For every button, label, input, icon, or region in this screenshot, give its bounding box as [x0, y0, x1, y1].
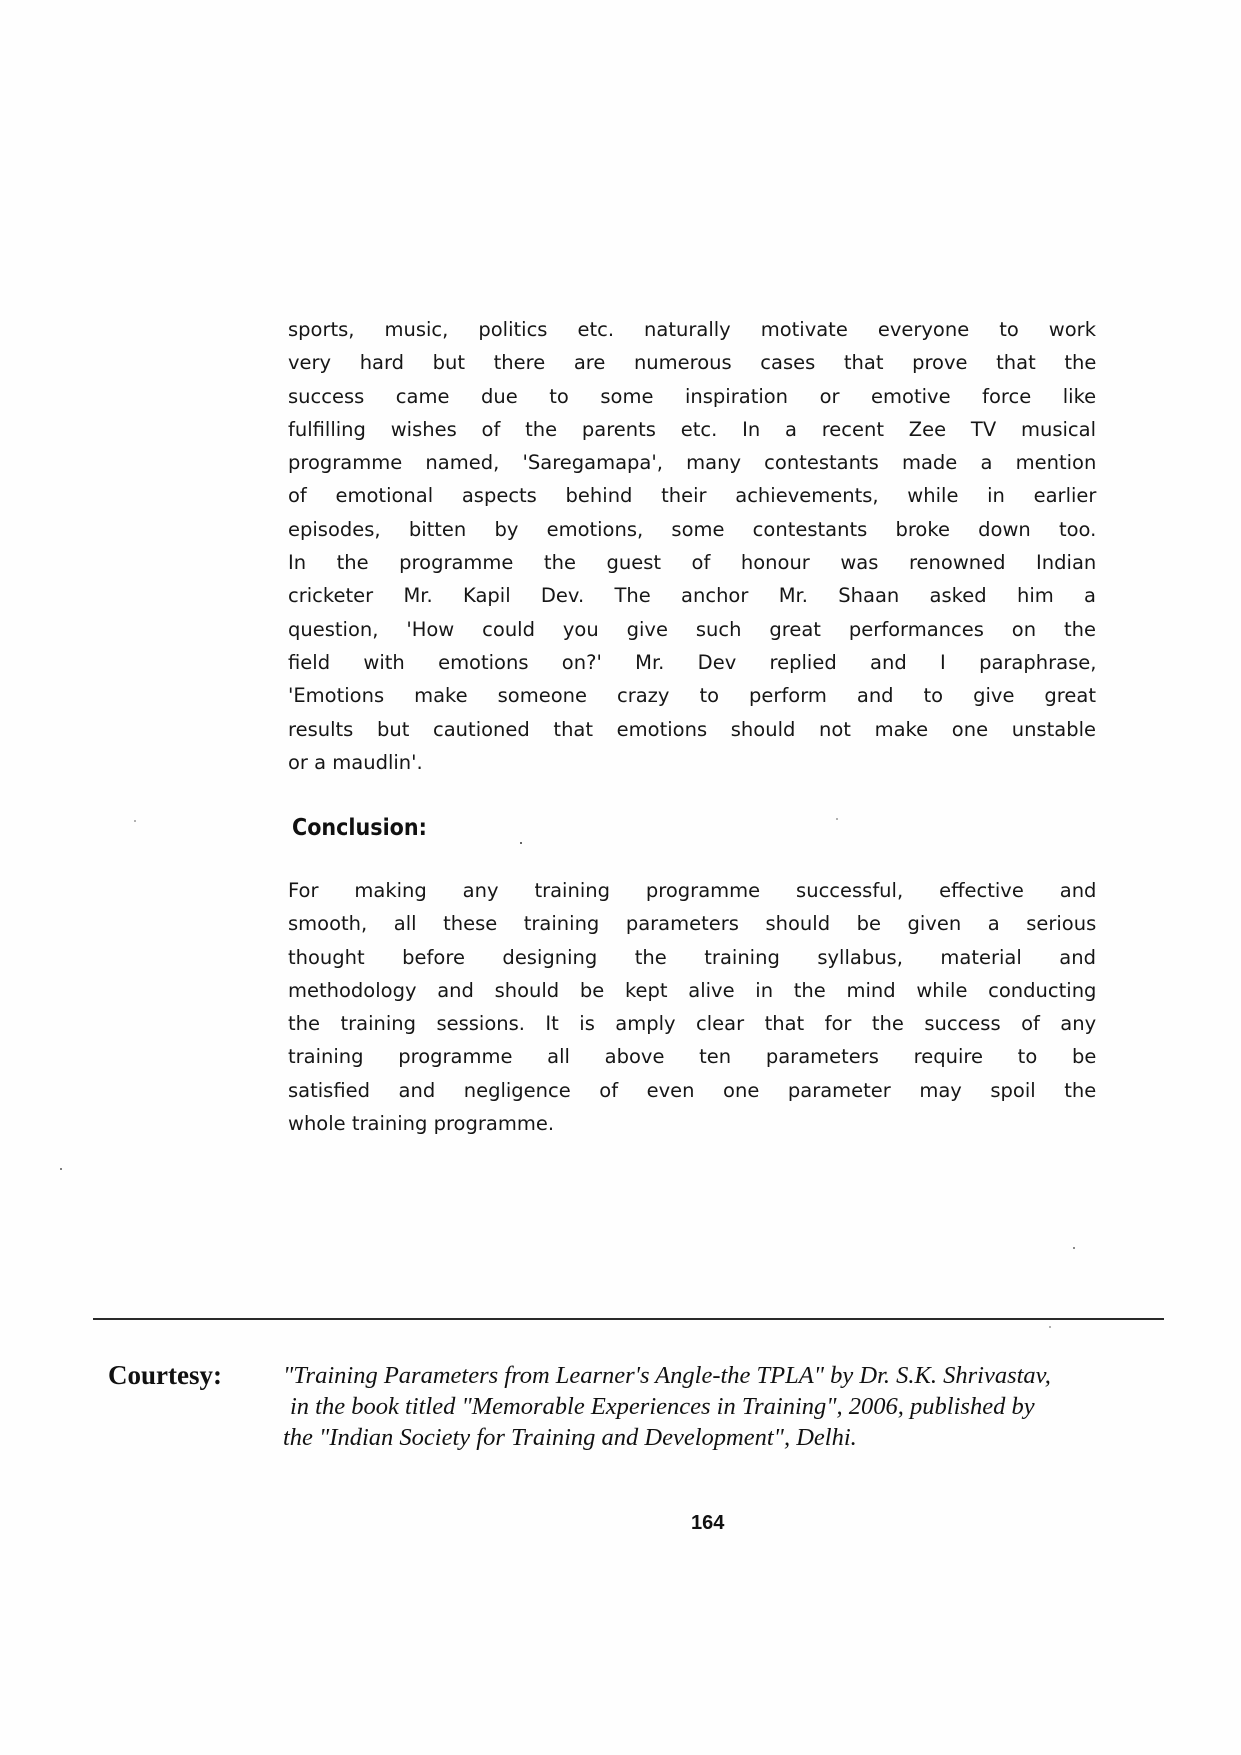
text-line: training programme all above ten parameters require to be: [288, 1045, 1097, 1069]
scan-speck: [1049, 1326, 1051, 1328]
text-line: sports, music, politics etc. naturally motivate everyone to work: [288, 318, 1096, 341]
citation-line: in the book titled "Memorable Experiences in Training", 2006, published by: [290, 1393, 1035, 1420]
text-line: or a maudlin'.: [288, 750, 423, 774]
text-line: methodology and should be kept alive in the mind while conducting: [288, 978, 1097, 1002]
scan-speck: [520, 842, 522, 844]
text-line: satisfied and negligence of even one parameter may spoil the: [288, 1078, 1097, 1102]
text-line: For making any training programme successful, effective and: [288, 879, 1097, 902]
scan-speck: [836, 818, 838, 820]
citation-line: the "Indian Society for Training and Development", Delhi.: [283, 1424, 857, 1451]
text-line: success came due to some inspiration or emotive force like: [288, 384, 1097, 408]
scan-speck: [1073, 1247, 1075, 1249]
scan-speck: [134, 820, 136, 822]
text-line: question, 'How could you give such great performances on the: [288, 617, 1096, 641]
text-line: smooth, all these training parameters should be given a serious: [288, 912, 1097, 936]
text-line: field with emotions on?' Mr. Dev replied and I paraphrase,: [288, 650, 1097, 674]
text-line: whole training programme.: [288, 1112, 555, 1136]
text-line: programme named, 'Saregamapa', many contestants made a mention: [288, 451, 1097, 475]
horizontal-divider: [93, 1318, 1164, 1320]
scan-speck: [60, 1168, 62, 1170]
text-line: very hard but there are numerous cases that prove that the: [288, 351, 1097, 375]
courtesy-citation: [283, 1360, 1183, 1453]
citation-line: "Training Parameters from Learner's Angle-the TPLA" by Dr. S.K. Shrivastav,: [283, 1362, 1051, 1389]
body-paragraph-2: [288, 874, 1096, 1140]
text-line: 'Emotions make someone crazy to perform and to give great: [288, 684, 1096, 708]
text-line: thought before designing the training syllabus, material and: [288, 945, 1096, 969]
text-line: results but cautioned that emotions should not make one unstable: [288, 717, 1096, 741]
body-paragraph-1: [288, 313, 1096, 779]
text-line: cricketer Mr. Kapil Dev. The anchor Mr. Shaan asked him a: [288, 584, 1096, 608]
text-line: In the programme the guest of honour was renowned Indian: [288, 551, 1097, 575]
text-line: of emotional aspects behind their achievements, while in earlier: [288, 484, 1097, 508]
text-line: fulfilling wishes of the parents etc. In a recent Zee TV musical: [288, 417, 1096, 441]
page-number: 164: [691, 1512, 725, 1534]
section-heading-conclusion: Conclusion:: [292, 815, 427, 841]
text-line: the training sessions. It is amply clear that for the success of any: [288, 1012, 1097, 1036]
text-line: episodes, bitten by emotions, some contestants broke down too.: [288, 517, 1097, 541]
courtesy-label: Courtesy:: [108, 1360, 222, 1390]
